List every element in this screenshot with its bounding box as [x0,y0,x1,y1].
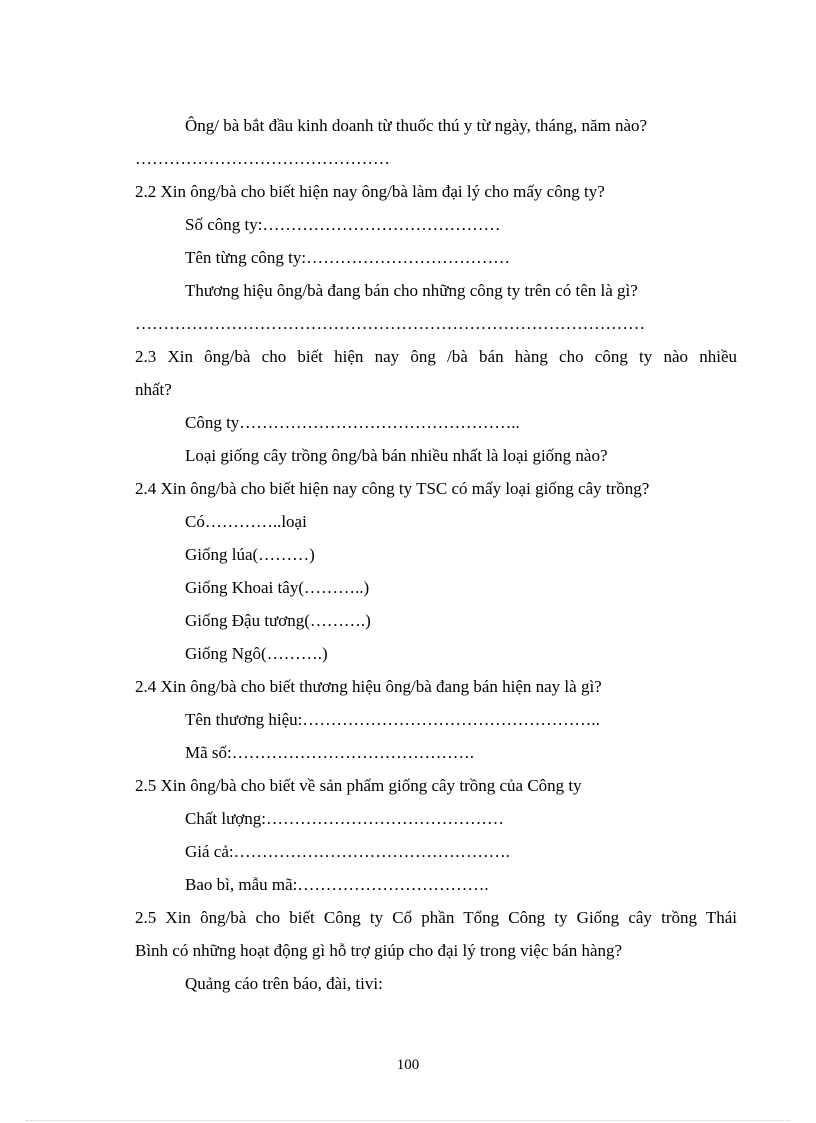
question-best-selling-variety: Loại giống cây trồng ông/bà bán nhiều nhất là loại giống nào? [185,446,608,465]
answer-blank: ……………………………………… [135,149,390,168]
field-quality: Chất lượng:…………………………………… [185,809,505,828]
field-packaging: Bao bì, mẫu mã:……………………………. [185,875,489,894]
question-2-4-brand: 2.4 Xin ông/bà cho biết thương hiệu ông/bà đang bán hiện nay là gì? [135,677,602,696]
field-brand-name: Tên thương hiệu:…………………………………………….. [185,710,600,729]
question-2-5-products: 2.5 Xin ông/bà cho biết về sản phẩm giống cây trồng của Công ty [135,776,582,795]
question-2-4-varieties: 2.4 Xin ông/bà cho biết hiện nay công ty TSC có mấy loại giống cây trồng? [135,479,650,498]
question-start-date: Ông/ bà bắt đầu kinh doanh từ thuốc thú y từ ngày, tháng, năm nào? [185,116,648,135]
field-company: Công ty………………………………………….. [185,413,520,432]
question-2-2: 2.2 Xin ông/bà cho biết hiện nay ông/bà làm đại lý cho mấy công ty? [135,182,605,201]
field-potato: Giống Khoai tây(………..) [185,578,370,597]
question-2-3-continued: nhất? [135,380,172,399]
field-corn: Giống Ngô(……….) [185,644,328,663]
page-number: 100 [396,1057,420,1073]
field-company-names: Tên từng công ty:……………………………… [185,248,511,267]
page-bottom-rule [26,1120,790,1121]
field-price: Giá cả:…………………………………………. [185,842,510,861]
field-soybean: Giống Đậu tương(……….) [185,611,371,630]
question-brand-names: Thương hiệu ông/bà đang bán cho những công ty trên có tên là gì? [185,281,638,300]
question-2-5-support-continued: Bình có những hoạt động gì hỗ trợ giúp cho đại lý trong việc bán hàng? [135,941,623,960]
field-variety-count: Có…………..loại [185,512,307,531]
field-advertising: Quảng cáo trên báo, đài, tivi: [185,974,383,993]
question-2-5-support: 2.5 Xin ông/bà cho biết Công ty Cổ phần Tổng Công ty Giống cây trồng Thái [135,908,737,927]
field-company-count: Số công ty:…………………………………… [185,215,501,234]
field-code: Mã số:……………………………………. [185,743,474,762]
field-rice: Giống lúa(………) [185,545,315,564]
question-2-3: 2.3 Xin ông/bà cho biết hiện nay ông /bà bán hàng cho công ty nào nhiều [135,347,737,366]
answer-blank: ……………………………………………………………………………… [135,314,645,333]
